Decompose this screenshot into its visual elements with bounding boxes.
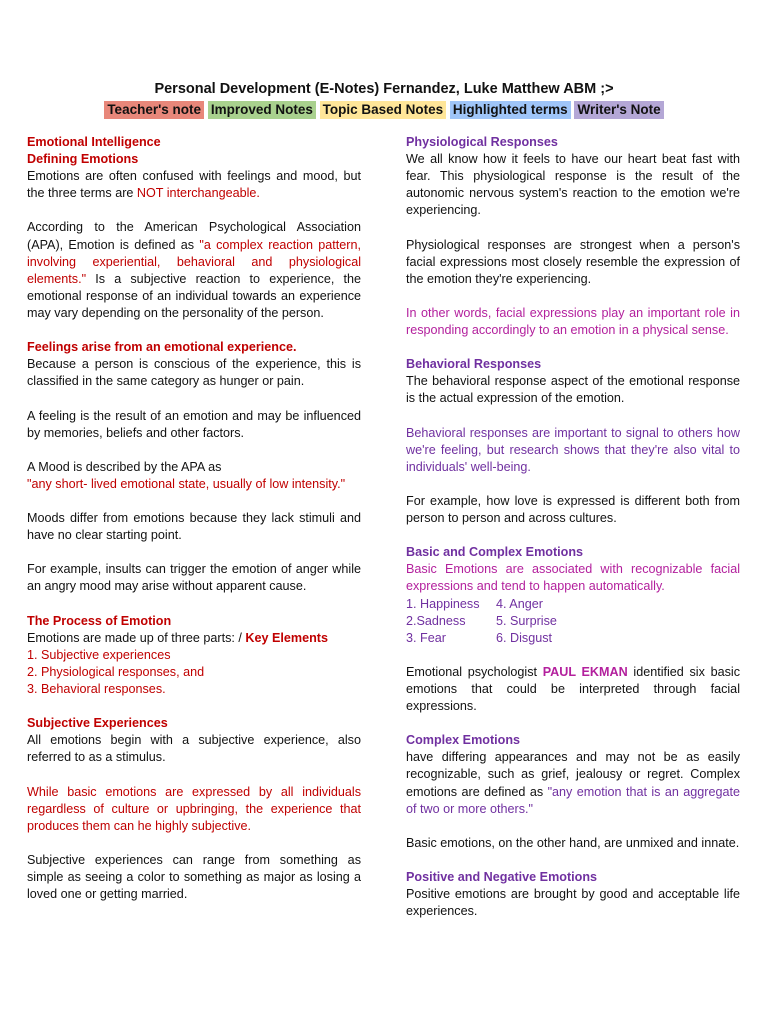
basic-emotions-list [406, 596, 740, 647]
heading-behavioral-responses: Behavioral Responses [406, 357, 542, 372]
paragraph-in-other-words: In other words, facial expressions play an important role in responding accordingly to an emotion in a physical sense. [406, 305, 740, 338]
list-item: 1. Subjective experiences [27, 647, 171, 662]
quote-apa-emotion: "a complex reaction pattern, involving experiential, behavioral and physiological elements." [27, 237, 361, 286]
key-elements: Key Elements [245, 630, 329, 645]
list-item: 2.Sadness [406, 613, 466, 628]
paragraph-basic-emotions-subjective: While basic emotions are expressed by all individuals regardless of culture or upbringing, the experience that produces them can he highly subjective. [27, 784, 361, 833]
quote-complex-definition: "any emotion that is an aggregate of two or more others." [406, 784, 741, 816]
paragraph-complex [406, 749, 740, 817]
list-item: 3. Behavioral responses. [27, 682, 166, 696]
highlight-paul-ekman: PAUL EKMAN [542, 664, 628, 679]
paragraph-heart-beat: We all know how it feels to have our heart beat fast with fear. This physiological response is the result of the autonomic nervous system's reaction to the emotion we're experiencing. [406, 152, 740, 218]
paragraph-behavioral-aspect: The behavioral response aspect of the emotional response is the actual expression of the emotion. [406, 374, 740, 406]
paragraph-apa-definition [27, 219, 361, 322]
paragraph-three-parts [27, 630, 361, 647]
legend-highlighted-terms: Highlighted terms [450, 101, 571, 119]
list-item: 6. Disgust [496, 630, 552, 645]
paragraph-basic-emotions: Basic Emotions are associated with recognizable facial expressions and tend to happen automatically. [406, 562, 740, 594]
paragraph-strongest: Physiological responses are strongest when a person's facial expressions most closely resemble the expression of the emotion they're experiencing. [406, 237, 740, 286]
text: have differing appearances and may not be as easily recognizable, such as grief, jealousy or regret. Complex emotions are defined as [406, 750, 740, 799]
paragraph-stimulus: All emotions begin with a subjective experience, also referred to as a stimulus. [27, 733, 361, 765]
list-item: 4. Anger [496, 596, 543, 611]
paragraph-positive: Positive emotions are brought by good and acceptable life experiences. [406, 887, 740, 919]
legend-writers-note: Writer's Note [574, 101, 663, 119]
paragraph-emotions-confused [27, 168, 361, 202]
paragraph-unmixed: Basic emotions, on the other hand, are unmixed and innate. [406, 835, 740, 850]
text: Emotional psychologist [406, 664, 543, 679]
quote-apa-mood: "any short- lived emotional state, usually of low intensity." [27, 476, 346, 491]
left-column [27, 134, 361, 920]
list-item: 2. Physiological responses, and [27, 664, 205, 679]
text: Emotions are made up of three parts: / [27, 630, 246, 645]
heading-feelings: Feelings arise from an emotional experience. [27, 340, 297, 355]
document-title: Personal Development (E-Notes) Fernandez, Luke Matthew ABM ;> [154, 81, 614, 97]
list-item: 1. Happiness [406, 596, 480, 611]
paragraph-range: Subjective experiences can range from something as simple as seeing a color to something as major as losing a loved one or getting married. [27, 852, 361, 902]
highlight-not-interchangeable: NOT interchangeable. [136, 186, 260, 201]
text: According to the American Psychological Association (APA), Emotion is defined as [27, 220, 361, 252]
paragraph-ekman [406, 664, 740, 715]
document-header [0, 80, 768, 119]
list-item: 3. Fear [406, 630, 446, 645]
text: A Mood is described by the APA as [27, 459, 222, 474]
text: Emotions are often confused with feelings and mood, but the three terms are [27, 169, 361, 201]
paragraph-love: For example, how love is expressed is different both from person to person and across cultures. [406, 493, 740, 526]
color-legend [0, 101, 768, 119]
text: Is a subjective reaction to experience, the emotional response of an individual towards an experience may vary depending on the personality of the person. [27, 271, 361, 320]
paragraph-example-anger: For example, insults can trigger the emotion of anger while an angry mood may arise without apparent cause. [27, 562, 361, 594]
heading-emotional-intelligence: Emotional Intelligence [27, 135, 161, 149]
heading-physiological-responses: Physiological Responses [406, 135, 558, 149]
heading-complex-emotions: Complex Emotions [406, 733, 521, 748]
text: identified six basic emotions that could be interpreted through facial expressions. [406, 664, 740, 714]
list-item: 5. Surprise [496, 613, 557, 628]
heading-process-of-emotion: The Process of Emotion [27, 613, 172, 628]
paragraph-moods-differ: Moods differ from emotions because they lack stimuli and have no clear starting point. [27, 511, 361, 543]
heading-basic-complex: Basic and Complex Emotions [406, 545, 584, 560]
paragraph-feeling-result: A feeling is the result of an emotion and may be influenced by memories, beliefs and other factors. [27, 408, 361, 440]
legend-topic-based-notes: Topic Based Notes [320, 101, 447, 119]
heading-subjective-experiences: Subjective Experiences [27, 716, 168, 731]
heading-defining-emotions: Defining Emotions [27, 152, 139, 167]
paragraph-behavioral-important: Behavioral responses are important to signal to others how we're feeling, but research shows that they're also vital to individuals' well-being. [406, 425, 740, 474]
heading-positive-negative: Positive and Negative Emotions [406, 870, 598, 885]
legend-improved-notes: Improved Notes [208, 101, 316, 119]
paragraph-conscious: Because a person is conscious of the experience, this is classified in the same category as hunger or pain. [27, 357, 361, 389]
paragraph-mood [27, 459, 361, 493]
right-column [406, 134, 740, 937]
legend-teachers-note: Teacher's note [104, 101, 204, 119]
